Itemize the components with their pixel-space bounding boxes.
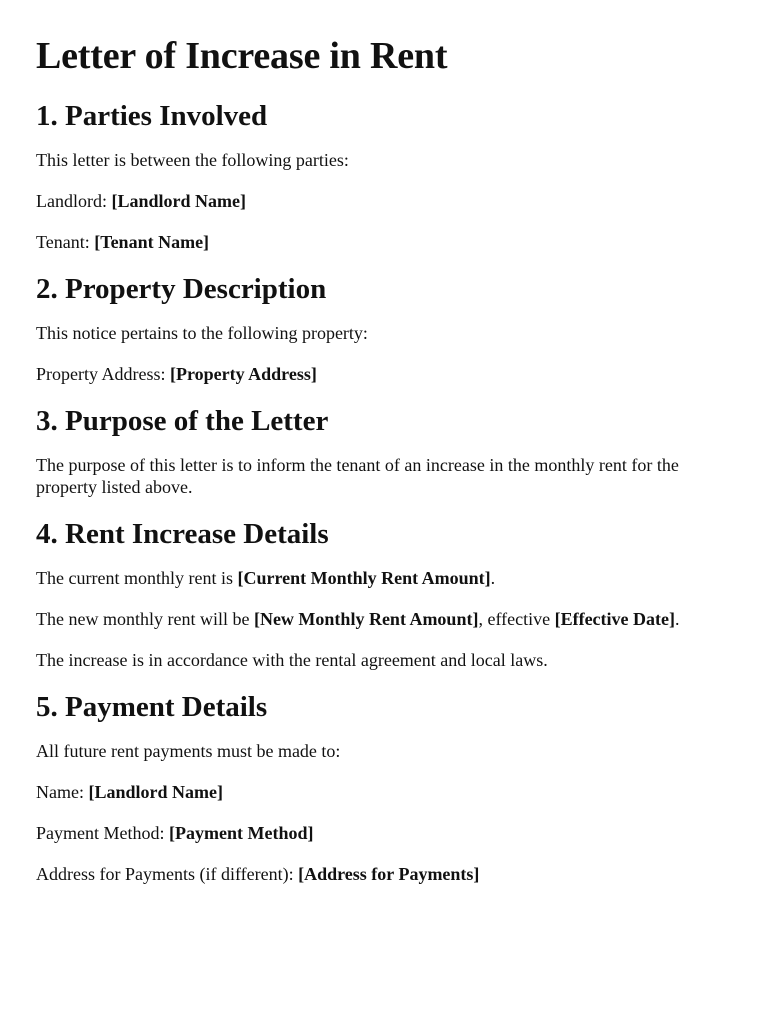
- effective-date-value: [Effective Date]: [554, 609, 676, 629]
- purpose-text: The purpose of this letter is to inform the tenant of an increase in the monthly rent for the property listed above.: [36, 455, 679, 497]
- document-title: Letter of Increase in Rent: [36, 35, 448, 77]
- payment-method-line: [36, 822, 726, 844]
- current-rent-value: [Current Monthly Rent Amount]: [237, 568, 491, 588]
- new-rent-line: [36, 608, 726, 630]
- section-heading-property: 2. Property Description: [36, 273, 327, 305]
- payment-intro: All future rent payments must be made to:: [36, 741, 341, 761]
- property-address-value: [Property Address]: [170, 364, 317, 384]
- compliance-text: The increase is in accordance with the rental agreement and local laws.: [36, 650, 548, 670]
- payment-name-label: Name:: [36, 782, 89, 802]
- payment-address-value: [Address for Payments]: [298, 864, 480, 884]
- new-rent-suffix: .: [675, 609, 680, 629]
- section-heading-parties: 1. Parties Involved: [36, 100, 268, 132]
- section-heading-rent-increase: 4. Rent Increase Details: [36, 518, 329, 550]
- landlord-value: [Landlord Name]: [111, 191, 246, 211]
- payment-name-value: [Landlord Name]: [88, 782, 223, 802]
- new-rent-middle: , effective: [478, 609, 555, 629]
- payment-name-line: [36, 781, 726, 803]
- section-rent-increase: [36, 517, 726, 671]
- current-rent-line: [36, 567, 726, 589]
- property-intro: This notice pertains to the following property:: [36, 323, 368, 343]
- payment-method-value: [Payment Method]: [169, 823, 314, 843]
- current-rent-prefix: The current monthly rent is: [36, 568, 238, 588]
- tenant-label: Tenant:: [36, 232, 95, 252]
- section-payment: [36, 690, 726, 885]
- section-heading-purpose: 3. Purpose of the Letter: [36, 405, 329, 437]
- section-heading-payment: 5. Payment Details: [36, 691, 268, 723]
- current-rent-suffix: .: [490, 568, 496, 588]
- tenant-value: [Tenant Name]: [94, 232, 210, 252]
- property-address-label: Property Address:: [36, 364, 170, 384]
- landlord-label: Landlord:: [36, 191, 112, 211]
- parties-intro: This letter is between the following parties:: [36, 150, 349, 170]
- tenant-line: [36, 231, 726, 253]
- payment-address-line: [36, 863, 726, 885]
- section-purpose: [36, 404, 726, 498]
- section-parties: [36, 99, 726, 253]
- section-property: [36, 272, 726, 385]
- new-rent-prefix: The new monthly rent will be: [36, 609, 254, 629]
- new-rent-value: [New Monthly Rent Amount]: [253, 609, 479, 629]
- landlord-line: [36, 190, 726, 212]
- payment-address-label: Address for Payments (if different):: [36, 864, 299, 884]
- property-address-line: [36, 363, 726, 385]
- payment-method-label: Payment Method:: [36, 823, 169, 843]
